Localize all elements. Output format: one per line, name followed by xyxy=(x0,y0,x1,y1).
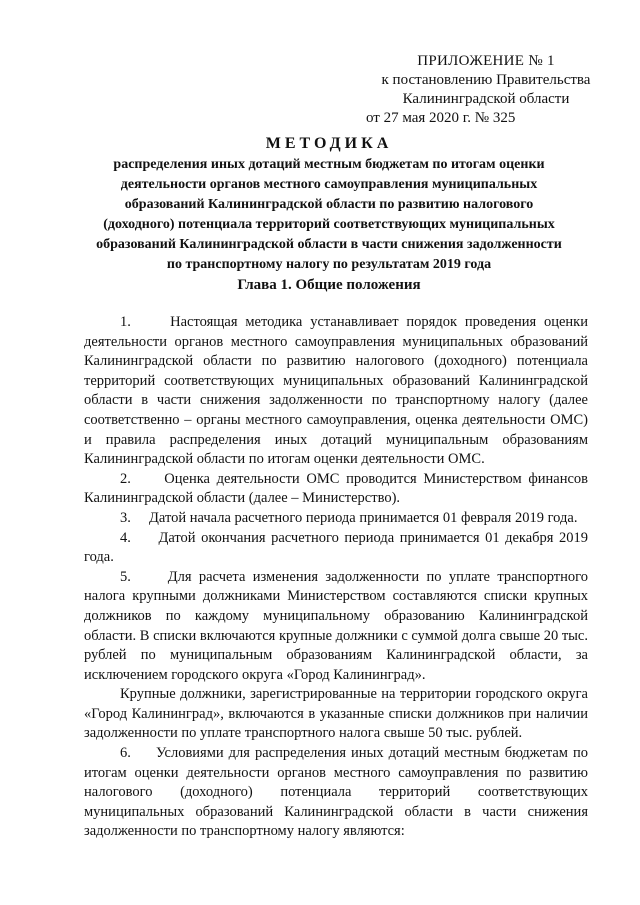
title-line: деятельности органов местного самоуправления муниципальных xyxy=(120,177,538,192)
paragraph-6: 6. Условиями для распределения иных дотаций местным бюджетам по итогам оценки деятельности органов местного самоуправления по развитию налогового (доходного) потенциала территорий соответствующих муниципальных образований Калининградской области в части снижения задолженности по транспортному налогу являются: xyxy=(84,745,588,840)
appendix-resolution: к постановлению Правительства xyxy=(381,72,591,88)
paragraph-1: 1. Настоящая методика устанавливает порядок проведения оценки деятельности органов местного самоуправления муниципальных образований Калининградской области по развитию налогового (доходного) потенциала территорий соответствующих муниципальных образований Калининградской области в части снижения задолженности по транспортному налогу (далее соответственно – органы местного самоуправления, оценка деятельности ОМС) и правила распределения иных дотаций муниципальным образованиям Калининградской области по итогам оценки деятельности ОМС. xyxy=(84,314,588,468)
title-line: (доходного) потенциала территорий соответствующих муниципальных xyxy=(103,217,555,232)
title-subtitle xyxy=(84,155,574,275)
document-title xyxy=(84,133,574,275)
appendix-block xyxy=(366,52,606,128)
paragraph-5: 5. Для расчета изменения задолженности по уплате транспортного налога крупными должниками Министерством составляются списки крупных должников по каждому муниципальному образованию Калининградской области. В списки включаются крупные должники с суммой долга свыше 20 тыс. рублей по муниципальным образованиям Калининградской области, за исключением городского округа «Город Калининград». xyxy=(84,568,588,683)
document-body xyxy=(84,313,588,842)
paragraph-3: 3. Датой начала расчетного периода принимается 01 февраля 2019 года. xyxy=(120,509,578,526)
title-heading: МЕТОДИКА xyxy=(265,135,393,152)
title-line: распределения иных дотаций местным бюджетам по итогам оценки xyxy=(113,157,545,172)
paragraph-2: 2. Оценка деятельности ОМС проводится Министерством финансов Калининградской области (далее – Министерство). xyxy=(84,470,588,507)
appendix-date: от 27 мая 2020 г. № 325 xyxy=(366,110,516,126)
chapter-heading: Глава 1. Общие положения xyxy=(237,277,421,293)
title-line: образований Калининградской области в части снижения задолженности xyxy=(96,237,562,252)
appendix-region: Калининградской области xyxy=(402,91,570,107)
title-line: образований Калининградской области по развитию налогового xyxy=(124,197,534,212)
paragraph-4: 4. Датой окончания расчетного периода принимается 01 декабря 2019 года. xyxy=(84,529,588,566)
appendix-number: ПРИЛОЖЕНИЕ № 1 xyxy=(417,53,555,69)
title-line: по транспортному налогу по результатам 2019 года xyxy=(166,257,492,272)
paragraph-5-continued: Крупные должники, зарегистрированные на территории городского округа «Город Калининград», включаются в указанные списки должников при наличии задолженности по уплате транспортного налога свыше 50 тыс. рублей. xyxy=(84,686,588,742)
